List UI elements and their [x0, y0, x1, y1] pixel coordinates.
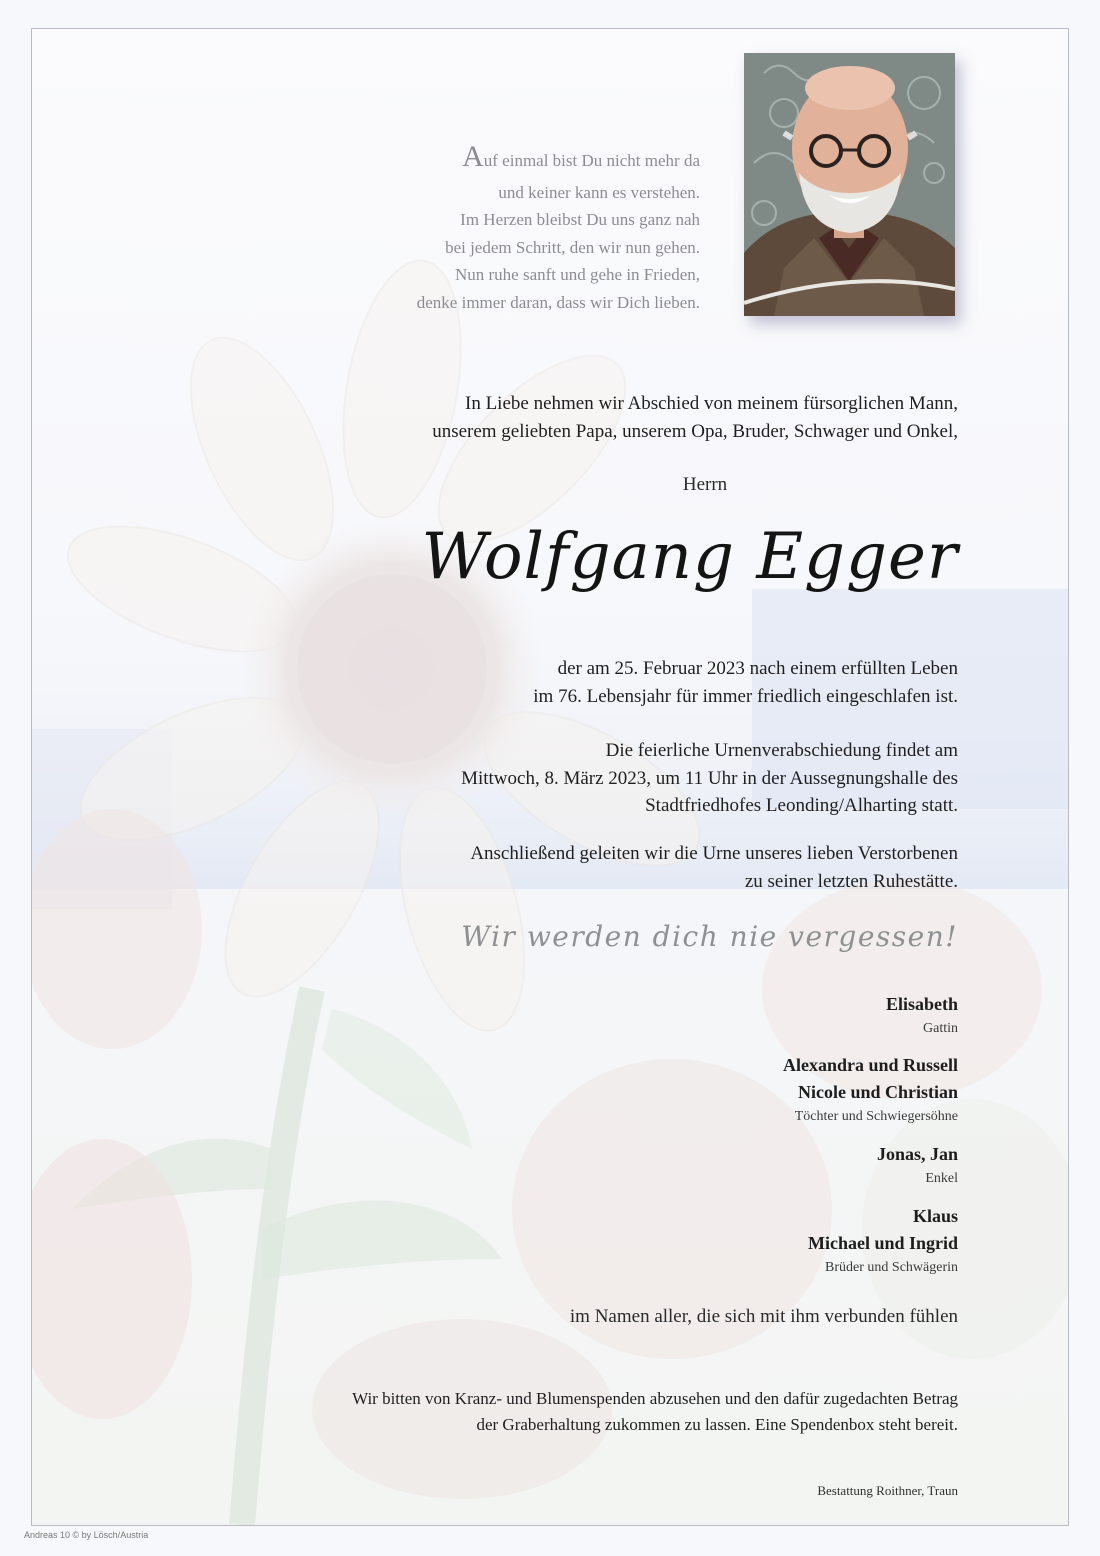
ceremony-line: Die feierliche Urnenverabschiedung findet am [605, 740, 958, 761]
poem-line: bei jedem Schritt, den wir nun gehen. [445, 237, 700, 257]
donation-request [352, 1386, 958, 1438]
closing-line: im Namen aller, die sich mit ihm verbunden fühlen [569, 1306, 958, 1327]
mourner-name: Elisabeth [885, 994, 958, 1014]
intro-line: In Liebe nehmen wir Abschied von meinem fürsorglichen Mann, [465, 393, 958, 414]
template-copyright: Andreas 10 © by Lösch/Austria [24, 1530, 149, 1540]
mourner-name: Michael und Ingrid [807, 1233, 958, 1253]
poem-line: denke immer daran, dass wir Dich lieben. [416, 292, 700, 312]
poem-line: Auf einmal bist Du nicht mehr da [462, 140, 700, 173]
poem-block [300, 140, 700, 316]
death-notice-line: im 76. Lebensjahr für immer friedlich eingeschlafen ist. [533, 685, 958, 707]
mourner-group-siblings [808, 1203, 958, 1279]
mourner-role: Enkel [925, 1171, 958, 1186]
mourner-name: Klaus [912, 1206, 958, 1226]
motto: Wir werden dich nie vergessen! [461, 920, 958, 953]
intro-line: unserem geliebten Papa, unserem Opa, Bruder, Schwager und Onkel, [432, 420, 958, 442]
deceased-name: Wolfgang Egger [421, 520, 959, 594]
poem-dropcap: A [462, 140, 484, 173]
burial-info [470, 840, 958, 895]
burial-line: Anschließend geleiten wir die Urne unseres lieben Verstorbenen [470, 843, 958, 864]
mourner-group-spouse [886, 991, 958, 1040]
death-notice-line: der am 25. Februar 2023 nach einem erfüllten Leben [557, 658, 958, 679]
salutation: Herrn [682, 474, 728, 495]
ceremony-info [461, 737, 958, 820]
death-notice [533, 655, 958, 710]
poem-line: Nun ruhe sanft und gehe in Frieden, [454, 265, 700, 284]
mourner-role: Töchter und Schwiegersöhne [794, 1109, 958, 1124]
burial-line: zu seiner letzten Ruhestätte. [744, 870, 958, 892]
mourner-role: Gattin [923, 1021, 958, 1036]
ceremony-line: Stadtfriedhofes Leonding/Alharting statt. [645, 795, 958, 816]
undertaker-credit: Bestattung Roithner, Traun [817, 1483, 958, 1498]
mourner-role: Brüder und Schwägerin [825, 1260, 958, 1275]
mourner-group-grandchildren [877, 1141, 958, 1190]
poem-line: und keiner kann es verstehen. [498, 182, 700, 202]
request-line: Wir bitten von Kranz- und Blumenspenden abzusehen und den dafür zugedachten Betrag [352, 1389, 958, 1408]
request-line: der Graberhaltung zukommen zu lassen. Eine Spendenbox steht bereit. [476, 1415, 958, 1434]
portrait-photo [744, 53, 955, 316]
ceremony-line: Mittwoch, 8. März 2023, um 11 Uhr in der Aussegnungshalle des [461, 767, 958, 789]
mourner-name: Alexandra und Russell [782, 1055, 958, 1075]
mourner-group-children [783, 1052, 958, 1128]
poem-line: Im Herzen bleibst Du uns ganz nah [460, 210, 700, 229]
intro-text [432, 390, 958, 445]
mourner-name: Nicole und Christian [797, 1082, 958, 1102]
mourner-name: Jonas, Jan [876, 1144, 958, 1164]
